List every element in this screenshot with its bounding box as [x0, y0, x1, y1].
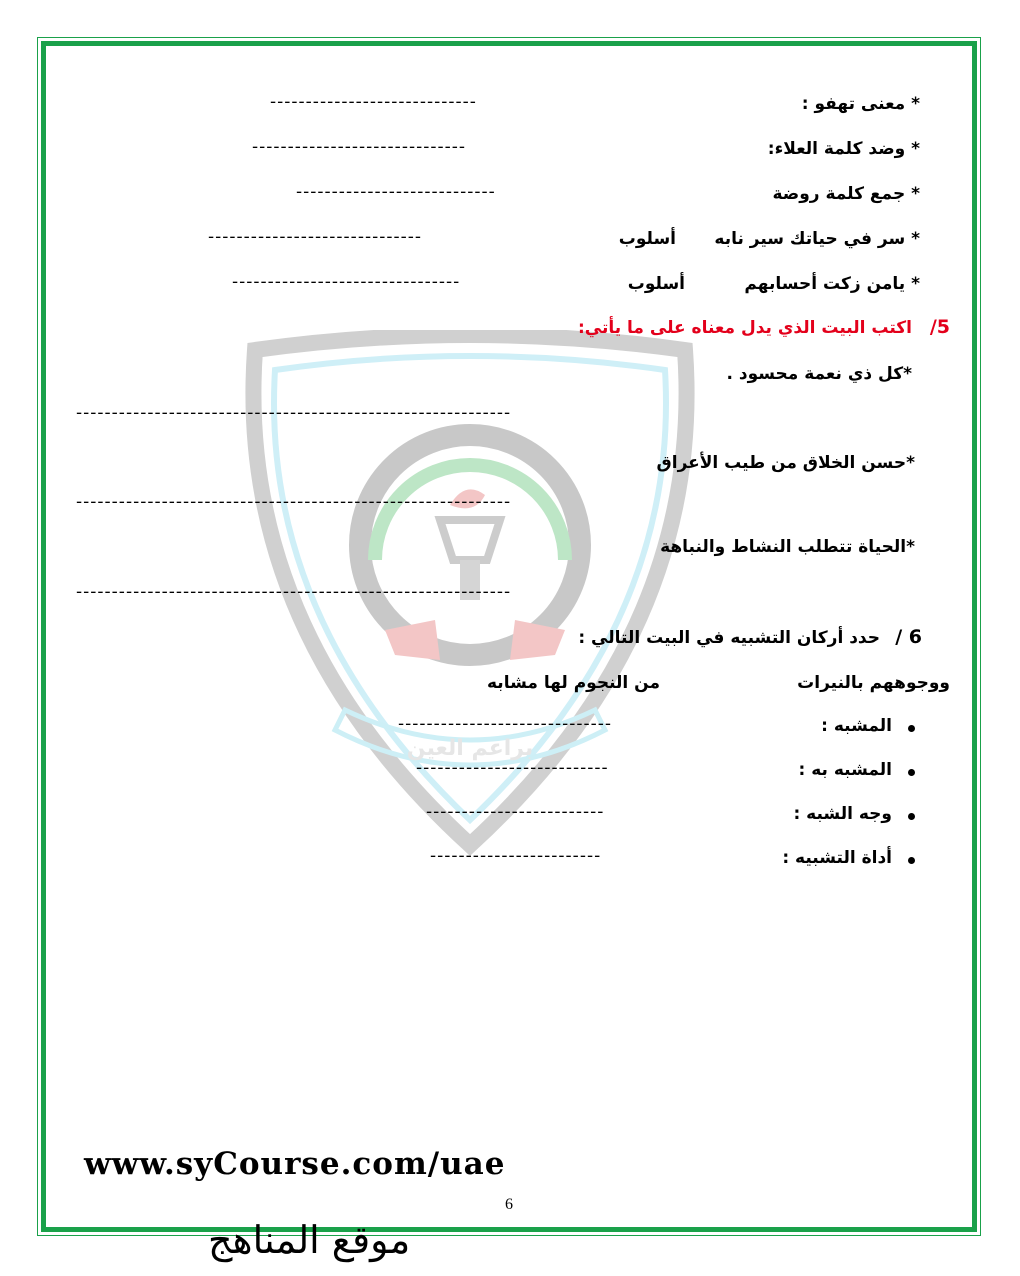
simile-ground-blank: ------------------------- — [426, 802, 605, 822]
q5-heading: اكتب البيت الذي يدل معناه على ما يأتي: — [577, 318, 912, 338]
style2-label: أسلوب — [627, 274, 685, 294]
plural-answer-blank: ---------------------------- — [296, 182, 496, 202]
q5-item-2: *حسن الخلاق من طيب الأعراق — [656, 453, 915, 473]
website-url: www.syCourse.com/uae — [84, 1146, 506, 1182]
simile-ground-label: وجه الشبه : — [793, 804, 892, 824]
bullet-icon — [908, 857, 915, 864]
simile-tool-blank: ------------------------ — [430, 846, 602, 866]
simile-tool-label: أداة التشبيه : — [782, 848, 892, 868]
simile-object-blank: --------------------------- — [416, 758, 609, 778]
q6-number: 6 / — [895, 626, 922, 648]
verse-second-half: من النجوم لها مشابه — [487, 673, 660, 693]
bullet-icon — [908, 769, 915, 776]
style1-answer-blank: ------------------------------ — [208, 227, 423, 247]
meaning-answer-blank: ----------------------------- — [270, 92, 477, 112]
simile-subject-label: المشبه : — [821, 716, 892, 736]
watermark-text: براعم العين — [406, 736, 534, 761]
page-number: 6 — [505, 1196, 513, 1213]
q5-item-1-blank: ------------------------------------------------------------- — [76, 403, 512, 423]
verse-first-half: ووجوههم بالنيرات — [797, 673, 950, 693]
plural-question: * جمع كلمة روضة — [772, 184, 920, 204]
q5-item-3: *الحياة تتطلب النشاط والنباهة — [660, 537, 915, 557]
style2-question: * يامن زكت أحسابهم — [744, 274, 920, 294]
bullet-icon — [908, 813, 915, 820]
q6-heading: حدد أركان التشبيه في البيت التالي : — [578, 628, 880, 648]
style1-question: * سر في حياتك سير نابه — [714, 229, 920, 249]
handwritten-site-name: موقع المناهج — [208, 1218, 411, 1262]
q5-item-2-blank: ------------------------------------------------------------- — [76, 492, 512, 512]
bullet-icon — [908, 725, 915, 732]
q5-item-1: *كل ذي نعمة محسود . — [726, 364, 912, 384]
opposite-question: * وضد كلمة العلاء: — [767, 139, 920, 159]
q5-item-3-blank: ------------------------------------------------------------- — [76, 582, 512, 602]
style2-answer-blank: -------------------------------- — [232, 272, 461, 292]
style1-label: أسلوب — [618, 229, 676, 249]
opposite-answer-blank: ------------------------------ — [252, 137, 467, 157]
meaning-question: * معنى تهفو : — [801, 94, 920, 114]
simile-object-label: المشبه به : — [798, 760, 892, 780]
q5-number: 5/ — [929, 316, 950, 338]
simile-subject-blank: ------------------------------ — [398, 714, 613, 734]
